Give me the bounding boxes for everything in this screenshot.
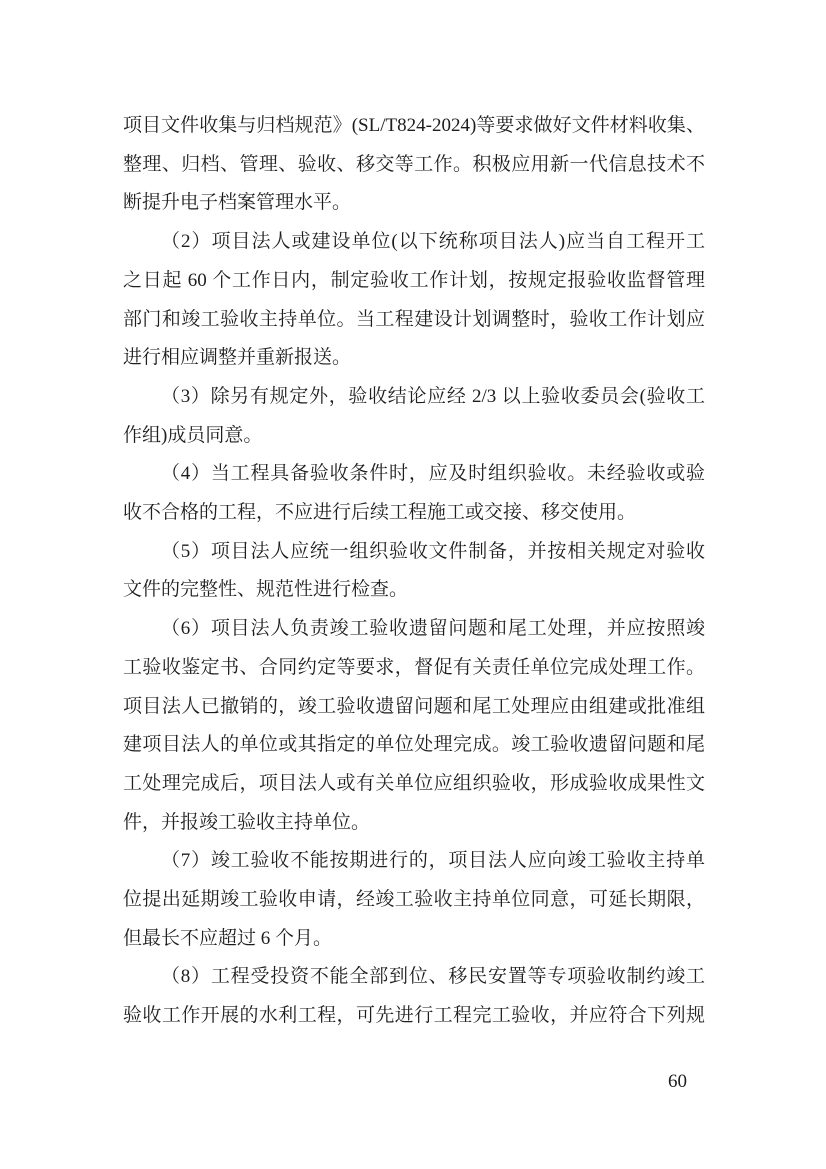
text-line: 位提出延期竣工验收申请，经竣工验收主持单位同意，可延长期限， (123, 889, 705, 911)
paragraph-item-6 (123, 610, 705, 842)
text-line: 工处理完成后，项目法人或有关单位应组织验收，形成验收成果性文 (123, 772, 705, 794)
paragraph-item-8 (123, 958, 705, 1035)
text-line: 部门和竣工验收主持单位。当工程建设计划调整时，验收工作计划应 (123, 308, 705, 330)
text-line: 工验收鉴定书、合同约定等要求，督促有关责任单位完成处理工作。 (123, 656, 705, 678)
paragraph-item-5 (123, 533, 705, 610)
text-line: 文件的完整性、规范性进行检查。 (123, 579, 409, 601)
text-line: （3）除另有规定外，验收结论应经 2/3 以上验收委员会(验收工 (161, 385, 705, 407)
paragraph-continuation (123, 107, 705, 223)
text-line: （8）工程受投资不能全部到位、移民安置等专项验收制约竣工 (161, 966, 705, 988)
text-line: 件，并报竣工验收主持单位。 (123, 811, 371, 833)
text-line: 收不合格的工程，不应进行后续工程施工或交接、移交使用。 (123, 502, 637, 524)
text-line: 断提升电子档案管理水平。 (123, 192, 352, 214)
text-line: 验收工作开展的水利工程，可先进行工程完工验收，并应符合下列规 (123, 1005, 705, 1027)
paragraph-item-4 (123, 455, 705, 532)
text-line: 项目法人已撤销的，竣工验收遗留问题和尾工处理应由组建或批准组 (123, 695, 705, 717)
text-line: 项目文件收集与归档规范》(SL/T824-2024)等要求做好文件材料收集、 (123, 115, 705, 136)
text-line: （4）当工程具备验收条件时，应及时组织验收。未经验收或验 (161, 463, 705, 485)
document-body (123, 107, 705, 1036)
text-line: （5）项目法人应统一组织验收文件制备，并按相关规定对验收 (161, 540, 705, 562)
text-line: （7）竣工验收不能按期进行的，项目法人应向竣工验收主持单 (161, 850, 705, 872)
text-line: 但最长不应超过 6 个月。 (123, 927, 333, 949)
text-line: 整理、归档、管理、验收、移交等工作。积极应用新一代信息技术不 (123, 153, 705, 175)
text-line: （2）项目法人或建设单位(以下统称项目法人)应当自工程开工 (161, 231, 705, 253)
text-line: 作组)成员同意。 (123, 424, 263, 446)
paragraph-item-2 (123, 223, 705, 378)
page-number: 60 (668, 1071, 687, 1092)
text-line: 之日起 60 个工作日内，制定验收工作计划，按规定报验收监督管理 (123, 269, 705, 291)
text-line: （6）项目法人负责竣工验收遗留问题和尾工处理，并应按照竣 (161, 618, 705, 640)
paragraph-item-7 (123, 842, 705, 958)
paragraph-item-3 (123, 378, 705, 455)
text-line: 建项目法人的单位或其指定的单位处理完成。竣工验收遗留问题和尾 (123, 734, 705, 756)
text-line: 进行相应调整并重新报送。 (123, 347, 352, 369)
